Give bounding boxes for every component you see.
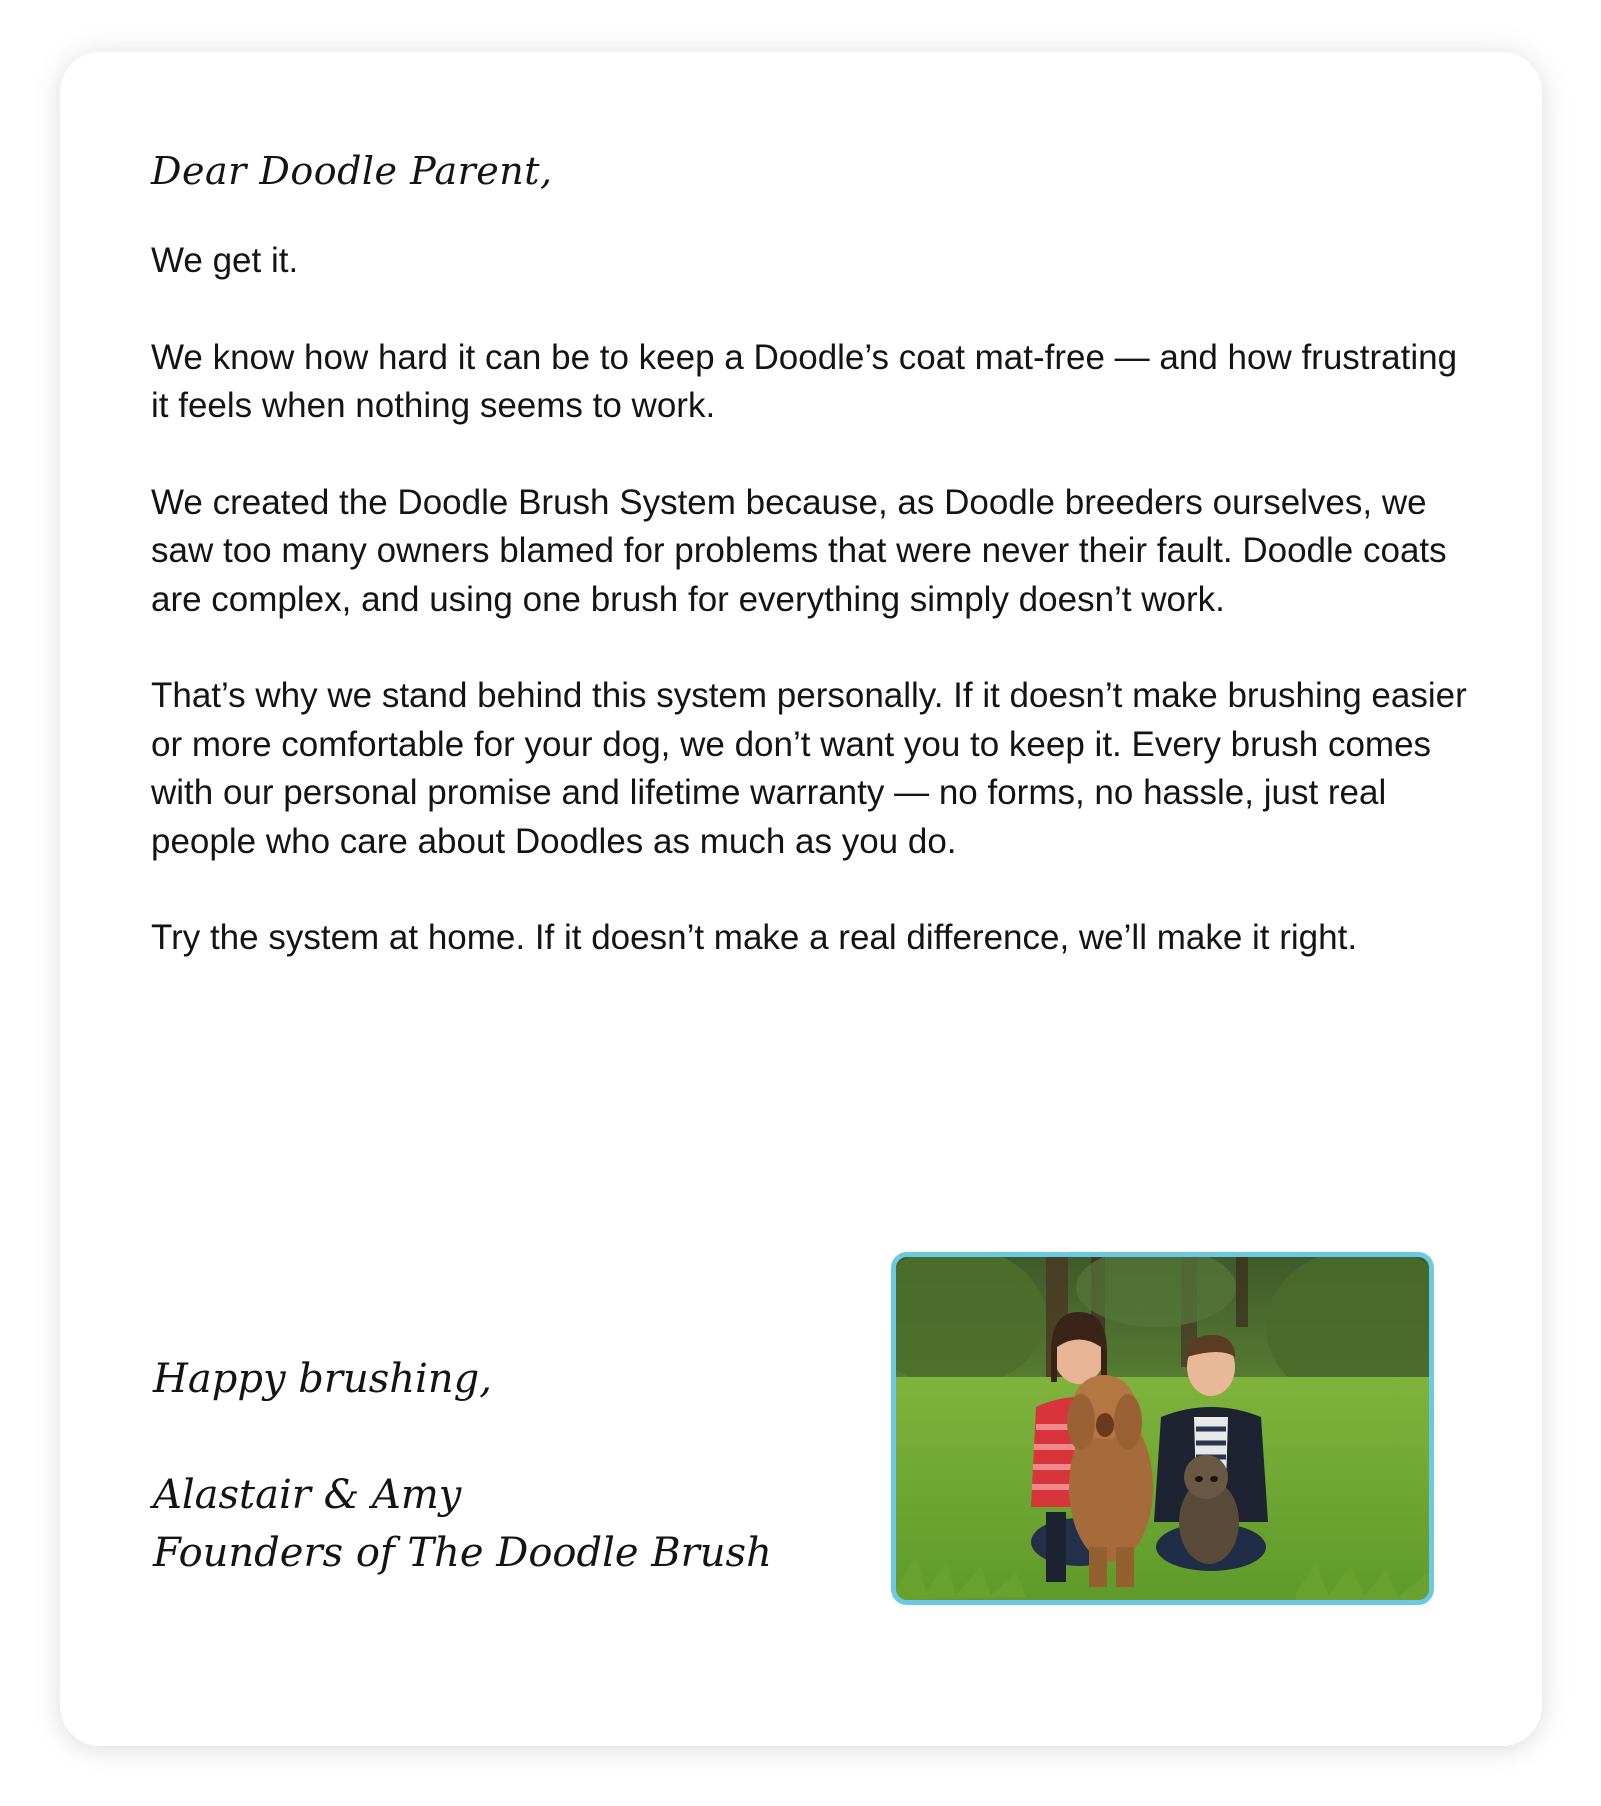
paragraph-5: Try the system at home. If it doesn’t make a real difference, we’ll make it right. [151, 918, 1358, 957]
letter-card [60, 52, 1542, 1746]
closing-line: Happy brushing, [153, 1356, 492, 1402]
paragraph-1: We get it. [151, 241, 299, 280]
signoff [153, 1350, 772, 1582]
signature-title: Founders of The Doodle Brush [153, 1530, 772, 1576]
founders-photo-illustration [896, 1257, 1429, 1600]
paragraph-2: We know how hard it can be to keep a Doodle’s coat mat-free — and how frustrating it feels when nothing seems to work. [151, 337, 1458, 425]
signature-names: Alastair & Amy [153, 1472, 462, 1518]
letter-body [151, 147, 1471, 1011]
greeting: Dear Doodle Parent, [151, 149, 553, 193]
paragraph-3: We created the Doodle Brush System because, as Doodle breeders ourselves, we saw too many owners blamed for problems that were never their fault. Doodle coats are complex, and using one brush for everything simply doesn’t work. [151, 482, 1447, 619]
paragraph-4: That’s why we stand behind this system personally. If it doesn’t make brushing easier or more comfortable for your dog, we don’t want you to keep it. Every brush comes with our personal promise and lifetime warranty — no forms, no hassle, just real people who care about Doodles as much as you do. [151, 676, 1467, 861]
founders-photo [891, 1252, 1434, 1605]
